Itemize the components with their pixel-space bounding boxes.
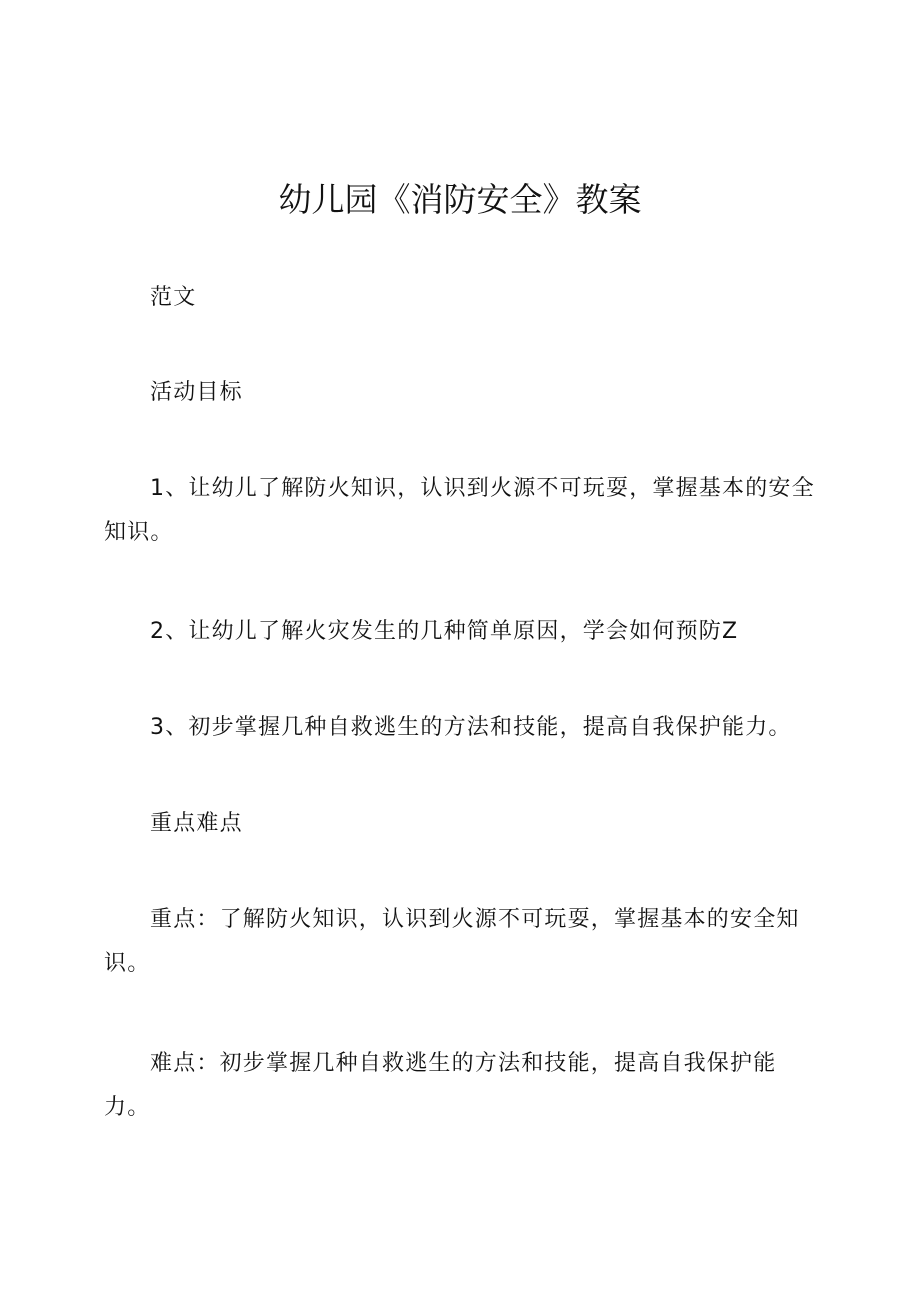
goal-item-2: 2、让幼儿了解火灾发生的几种简单原因，学会如何预防Z xyxy=(150,619,739,644)
difficult-point-paragraph: 难点：初步掌握几种自救逃生的方法和技能，提高自我保护能力。 xyxy=(104,1051,777,1120)
heading-key-points: 重点难点 xyxy=(150,811,243,836)
goal-item-3: 3、初步掌握几种自救逃生的方法和技能，提高自我保护能力。 xyxy=(150,715,792,740)
goal-item-1: 1、让幼儿了解防火知识，认识到火源不可玩耍，掌握基本的安全知识。 xyxy=(104,476,815,545)
document-title: 幼儿园《消防安全》教案 xyxy=(278,180,642,219)
paragraph-fanwen: 范文 xyxy=(150,285,197,310)
heading-activity-goals: 活动目标 xyxy=(150,380,243,405)
key-point-paragraph: 重点：了解防火知识，认识到火源不可玩耍，掌握基本的安全知识。 xyxy=(104,907,800,976)
